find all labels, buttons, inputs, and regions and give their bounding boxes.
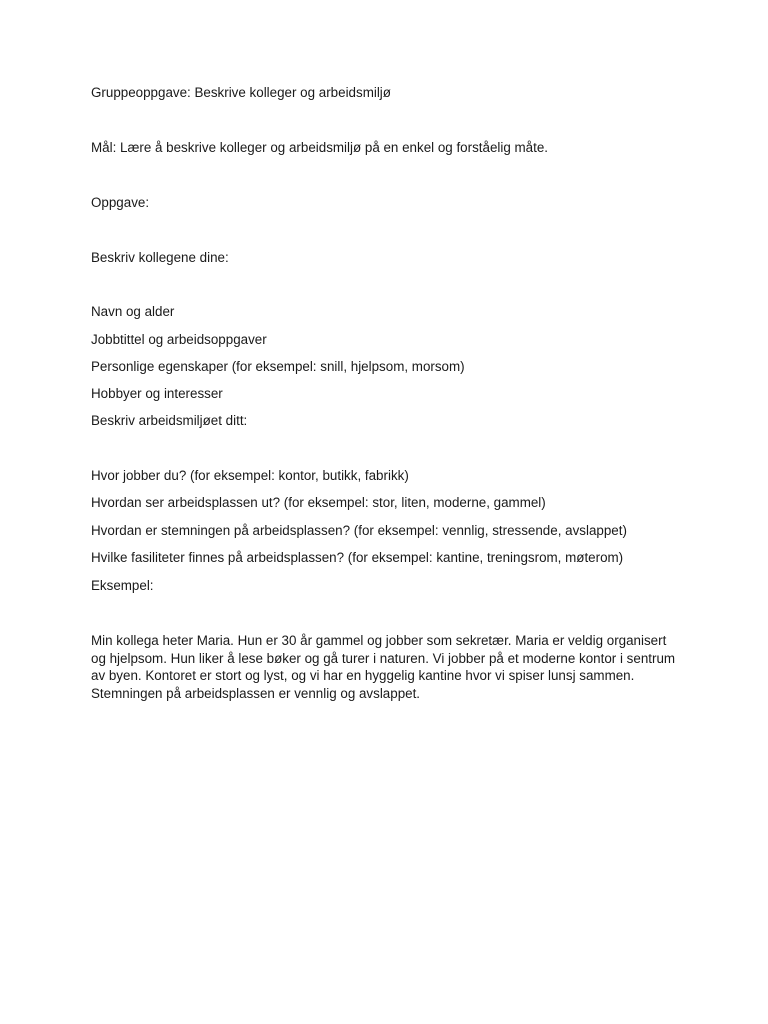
environment-item: Hvordan ser arbeidsplassen ut? (for eksempel: stor, liten, moderne, gammel) [91, 495, 546, 510]
environment-item: Hvilke fasiliteter finnes på arbeidsplassen? (for eksempel: kantine, treningsrom, møterom) [91, 550, 624, 565]
colleague-item: Navn og alder [91, 304, 175, 319]
colleague-item: Jobbtittel og arbeidsoppgaver [91, 332, 267, 347]
example-paragraph: Min kollega heter Maria. Hun er 30 år gammel og jobber som sekretær. Maria er veldig organisert og hjelpsom. Hun liker å lese bøker og gå turer i naturen. Vi jobber på et moderne kontor i sentrum av byen. Kontoret er stort og lyst, og vi har en hyggelig kantine hvor vi spiser lunsj sammen. Stemningen på arbeidsplassen er vennlig og avslappet. [91, 633, 676, 701]
colleague-item: Personlige egenskaper (for eksempel: snill, hjelpsom, morsom) [91, 359, 465, 374]
document-title: Gruppeoppgave: Beskrive kolleger og arbeidsmiljø [91, 85, 391, 100]
environment-item: Hvordan er stemningen på arbeidsplassen? (for eksempel: vennlig, stressende, avslappet) [91, 523, 627, 538]
environment-item: Hvor jobber du? (for eksempel: kontor, butikk, fabrikk) [91, 468, 409, 483]
task-heading: Oppgave: [91, 195, 150, 210]
example-heading: Eksempel: [91, 578, 154, 593]
colleagues-heading: Beskriv kollegene dine: [91, 250, 229, 265]
goal-text: Mål: Lære å beskrive kolleger og arbeidsmiljø på en enkel og forståelig måte. [91, 140, 548, 155]
colleague-item: Hobbyer og interesser [91, 386, 223, 401]
environment-heading: Beskriv arbeidsmiljøet ditt: [91, 413, 248, 428]
